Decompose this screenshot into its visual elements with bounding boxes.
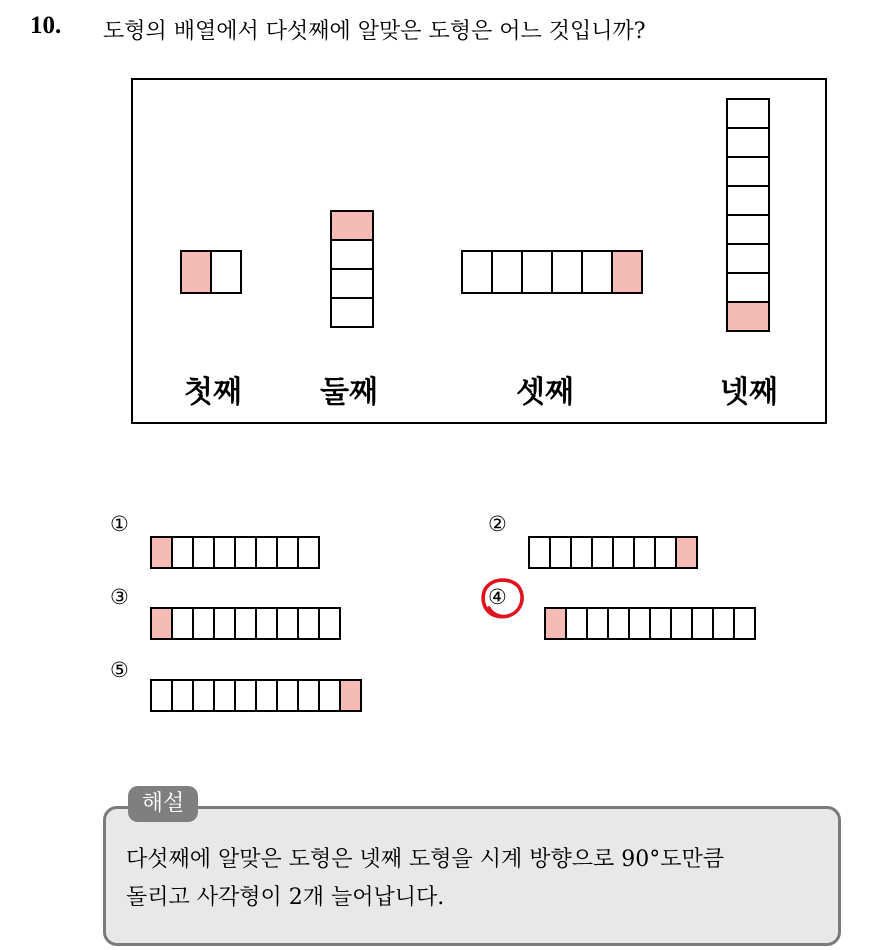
- option-4-cell: [733, 607, 756, 640]
- figure-label-1: 첫째: [184, 375, 242, 410]
- figure-4-cell: [726, 214, 770, 245]
- figure-1-cell-shaded: [180, 250, 212, 294]
- option-5-cell: [192, 679, 215, 712]
- figure-2-cell: [330, 239, 374, 270]
- option-1-cell: [192, 536, 215, 569]
- option-4-cell: [607, 607, 630, 640]
- option-1-cell: [234, 536, 257, 569]
- figure-1-cell: [210, 250, 242, 294]
- option-1-cell: [297, 536, 320, 569]
- figure-4-cell: [726, 243, 770, 274]
- option-1-cell: [276, 536, 299, 569]
- figure-2-cell: [330, 268, 374, 299]
- option-5-cell: [213, 679, 236, 712]
- figure-label-3: 셋째: [516, 375, 574, 410]
- option-3-cell: [192, 607, 215, 640]
- option-number-5[interactable]: ⑤: [110, 658, 129, 682]
- option-5-cell: [171, 679, 194, 712]
- question-text: 도형의 배열에서 다섯째에 알맞은 도형은 어느 것입니까?: [103, 19, 646, 44]
- option-5-cell: [318, 679, 341, 712]
- option-2-cell-shaded: [675, 536, 698, 569]
- option-5-cell: [297, 679, 320, 712]
- option-2-cell: [570, 536, 593, 569]
- figure-4-cell: [726, 98, 770, 129]
- option-5-cell: [150, 679, 173, 712]
- option-4-cell: [628, 607, 651, 640]
- option-4-cell: [691, 607, 714, 640]
- figure-2-cell: [330, 297, 374, 328]
- option-4-cell-shaded: [544, 607, 567, 640]
- figure-3-cell: [521, 250, 553, 294]
- option-number-3[interactable]: ③: [110, 585, 129, 609]
- option-5-cell: [255, 679, 278, 712]
- option-1-cell: [171, 536, 194, 569]
- option-2-cell: [549, 536, 572, 569]
- option-2-cell: [591, 536, 614, 569]
- option-3-cell: [276, 607, 299, 640]
- figure-4-cell: [726, 156, 770, 187]
- figure-3-cell-shaded: [611, 250, 643, 294]
- option-2-cell: [633, 536, 656, 569]
- option-4-cell: [712, 607, 735, 640]
- question-number: 10.: [30, 12, 62, 39]
- option-number-2[interactable]: ②: [488, 512, 507, 536]
- option-number-1[interactable]: ①: [110, 512, 129, 536]
- option-number-4[interactable]: ④: [488, 585, 507, 609]
- explanation-line-1: 다섯째에 알맞은 도형은 넷째 도형을 시계 방향으로 90°도만큼: [126, 847, 724, 872]
- option-4-cell: [586, 607, 609, 640]
- option-3-cell: [255, 607, 278, 640]
- figure-3-cell: [581, 250, 613, 294]
- figure-4-cell: [726, 272, 770, 303]
- option-3-cell-shaded: [150, 607, 173, 640]
- option-2-cell: [528, 536, 551, 569]
- figure-4-cell: [726, 127, 770, 158]
- option-4-cell: [670, 607, 693, 640]
- answer-mark-circle: [478, 574, 526, 622]
- option-5-cell-shaded: [339, 679, 362, 712]
- option-5-cell: [234, 679, 257, 712]
- option-1-cell-shaded: [150, 536, 173, 569]
- explanation-tag: 해설: [128, 786, 198, 822]
- figure-3-cell: [461, 250, 493, 294]
- figure-label-2: 둘째: [320, 375, 378, 410]
- option-3-cell: [213, 607, 236, 640]
- option-5-cell: [276, 679, 299, 712]
- option-3-cell: [297, 607, 320, 640]
- figure-4-cell: [726, 185, 770, 216]
- option-4-cell: [649, 607, 672, 640]
- explanation-box: [103, 806, 841, 946]
- option-3-cell: [318, 607, 341, 640]
- explanation-line-2: 돌리고 사각형이 2개 늘어납니다.: [126, 885, 445, 910]
- option-4-cell: [565, 607, 588, 640]
- figure-4-cell-shaded: [726, 301, 770, 332]
- option-1-cell: [213, 536, 236, 569]
- figure-3-cell: [491, 250, 523, 294]
- option-1-cell: [255, 536, 278, 569]
- option-2-cell: [654, 536, 677, 569]
- figure-3-cell: [551, 250, 583, 294]
- option-3-cell: [171, 607, 194, 640]
- figure-2-cell-shaded: [330, 210, 374, 241]
- option-3-cell: [234, 607, 257, 640]
- option-2-cell: [612, 536, 635, 569]
- figure-label-4: 넷째: [720, 375, 778, 410]
